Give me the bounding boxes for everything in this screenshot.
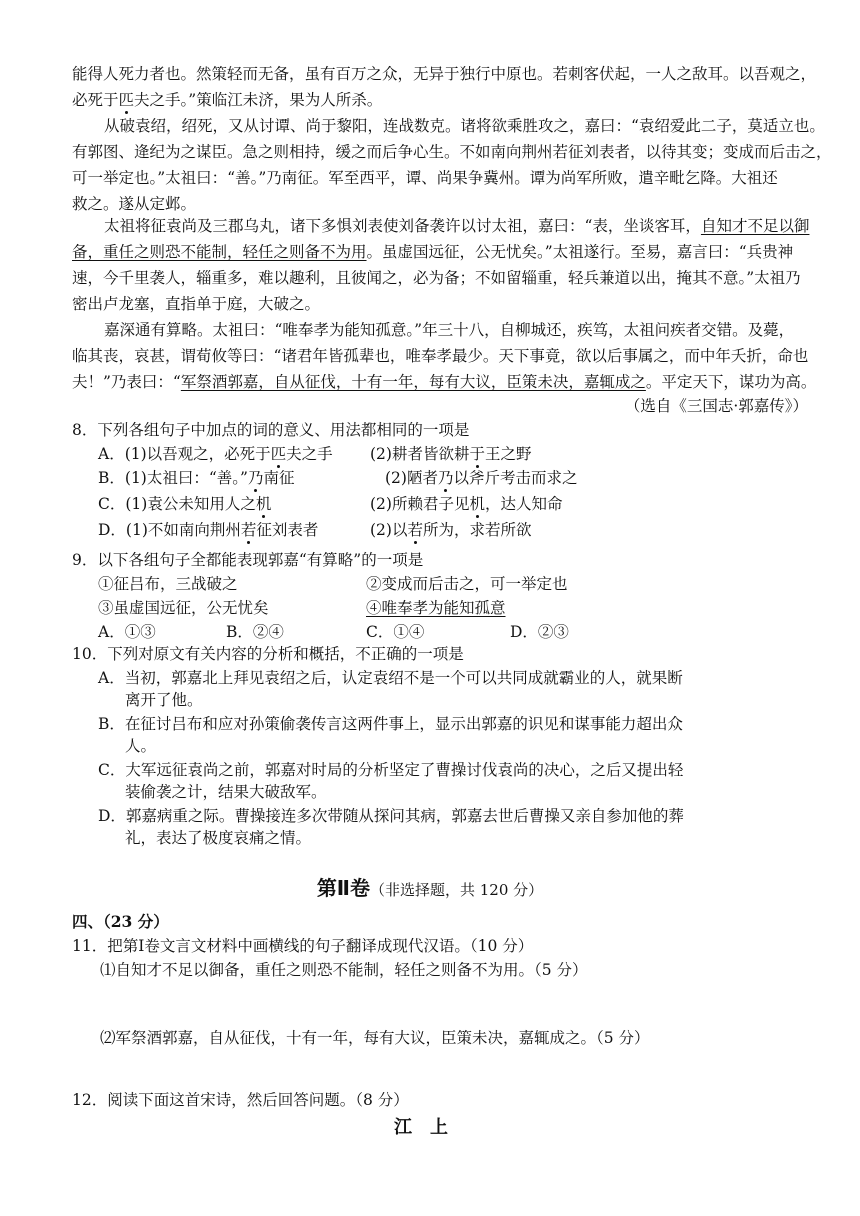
dotted-word: 若 xyxy=(407,521,423,539)
q11-sentence-2: ⑵军祭酒郭嘉，自从征伐，十有一年，每有大议，臣策未决，嘉辄成之。（5 分） xyxy=(100,1029,650,1047)
q9-item-2: ②变成而后击之，可一举定也 xyxy=(366,575,568,593)
text: (2)以 xyxy=(370,521,408,539)
passage-line xyxy=(72,90,382,110)
passage-line xyxy=(72,64,816,84)
text: C．(1)袁公未知用人之 xyxy=(98,495,256,513)
poem-title: 江上 xyxy=(394,1117,466,1138)
q9-option-c: C．①④ xyxy=(366,623,425,641)
passage-line xyxy=(72,194,196,214)
text: 夫！”乃表曰：“ xyxy=(72,373,181,391)
text: 夫之手 xyxy=(286,445,333,463)
underlined-sentence: 自知才不足以御 xyxy=(700,217,810,235)
section-4-heading: 四、（23 分） xyxy=(72,912,169,931)
part-2-heading xyxy=(0,876,860,902)
dotted-word: 匹 xyxy=(270,445,287,463)
passage-line xyxy=(72,346,808,366)
text: 有郭图、逄纪为之谋臣。急之则相持，缓之而后争心生。不如南向荆州若征刘表者，以待其变；变成而后击之， xyxy=(72,143,832,161)
q9-option-b: B．②④ xyxy=(226,623,284,641)
text: 速，今千里袭人，辎重多，难以趣利，且彼闻之，必为备；不如留辎重，轻兵兼道以出，掩其不意。”太祖乃 xyxy=(72,269,801,287)
underlined-sentence: 军祭酒郭嘉，自从征伐，十有一年，每有大议，臣策未决，嘉辄成之 xyxy=(180,373,646,391)
passage-line xyxy=(72,242,793,262)
question-11-stem: 11．把第Ⅰ卷文言文材料中画横线的句子翻译成现代汉语。（10 分） xyxy=(72,937,534,955)
q9-option-d: D．②③ xyxy=(510,623,569,641)
q9-item-3: ③虽虚国远征，公无忧矣 xyxy=(98,599,269,617)
text: 能得人死力者也。然策轻而无备，虽有百万之众，无异于独行中原也。若刺客伏起，一人之敌耳。以吾观之， xyxy=(72,65,817,83)
q8-option-a1 xyxy=(98,444,333,464)
dotted-word: 若 xyxy=(240,521,257,539)
passage-line xyxy=(104,320,794,340)
q8-option-b2 xyxy=(385,468,578,488)
question-12-stem: 12．阅读下面这首宋诗，然后回答问题。（8 分） xyxy=(72,1091,409,1109)
text: B．(1)太祖曰：“善。” xyxy=(98,469,248,487)
question-10-stem: 10．下列对原文有关内容的分析和概括，不正确的一项是 xyxy=(72,645,464,663)
dotted-word: 机 xyxy=(469,495,485,513)
q8-option-c2 xyxy=(370,494,563,514)
q10-option-c-cont: 装偷袭之计，结果大破敌军。 xyxy=(125,783,327,801)
text: 征刘表者 xyxy=(256,521,319,539)
dotted-word: 乃 xyxy=(247,469,264,487)
q8-option-a2 xyxy=(370,444,532,464)
text: 密出卢龙塞，直指单于庭，大破之。 xyxy=(72,295,321,313)
part-title: 第Ⅱ卷 xyxy=(316,876,370,900)
text: D．(1)不如南向荆州 xyxy=(98,521,241,539)
passage-line xyxy=(72,268,801,288)
q8-option-b1 xyxy=(98,468,294,488)
text: 从破袁绍，绍死，又从讨谭、尚于黎阳，连战数克。诸将欲乘胜攻之，嘉曰：“袁绍爱此二子，莫适立也。 xyxy=(104,117,825,135)
q10-option-a: A．当初，郭嘉北上拜见袁绍之后，认定袁绍不是一个可以共同成就霸业的人，就果断 xyxy=(98,669,683,687)
q10-option-c: C．大军远征袁尚之前，郭嘉对时局的分析坚定了曹操讨伐袁尚的决心，之后又提出轻 xyxy=(98,761,684,779)
text: 救之。遂从定邺。 xyxy=(72,195,197,213)
passage-line xyxy=(72,168,778,188)
q10-option-d-cont: 礼，表达了极度哀痛之情。 xyxy=(125,829,312,847)
source-citation: （选自《三国志·郭嘉传》） xyxy=(624,397,808,415)
passage-line xyxy=(104,116,825,136)
text: 夫之手。”策临江未济，果为人所杀。 xyxy=(134,91,383,109)
q10-option-d: D．郭嘉病重之际。曹操接连多次带随从探问其病，郭嘉去世后曹操又亲自参加他的葬 xyxy=(98,807,684,825)
text: 临其丧，哀甚，谓荀攸等曰：“诸君年皆孤辈也，唯奉孝最少。天下事竟，欲以后事属之，而中年夭折，命也 xyxy=(72,347,809,365)
q8-option-d2 xyxy=(370,520,532,540)
q10-option-a-cont: 离开了他。 xyxy=(125,691,203,709)
text: 可一举定也。”太祖曰：“善。”乃南征。军至西平，谭、尚果争冀州。谭为尚军所败，遣辛毗乞降。大祖还 xyxy=(72,169,778,187)
q8-option-d1 xyxy=(98,520,318,540)
dotted-word: 于 xyxy=(469,445,485,463)
question-8-stem: 8．下列各组句子中加点的词的意义、用法都相同的一项是 xyxy=(72,421,470,439)
dotted-word: 机 xyxy=(255,495,272,513)
q9-item-1: ①征吕布，三战破之 xyxy=(98,575,238,593)
text: A．(1)以吾观之，必死于 xyxy=(98,445,271,463)
text: (2)陋者 xyxy=(385,469,438,487)
text: 以斧斤考击而求之 xyxy=(453,469,578,487)
underlined-sentence: 备，重任之则恐不能制，轻任之则备不为用 xyxy=(72,243,367,261)
text: 。平定天下，谋功为高。 xyxy=(645,373,817,391)
text: 太祖将征袁尚及三郡乌丸，诸下多惧刘表使刘备袭许以讨太祖，嘉曰：“表，坐谈客耳， xyxy=(104,217,701,235)
q11-sentence-1: ⑴自知才不足以御备，重任之则恐不能制，轻任之则备不为用。（5 分） xyxy=(100,961,588,979)
part-subtitle: （非选择题，共 120 分） xyxy=(370,881,544,899)
q10-option-b-cont: 人。 xyxy=(125,737,157,755)
q9-item-4: ④唯奉孝为能知孤意 xyxy=(366,599,506,617)
dotted-word: 匹 xyxy=(118,91,135,109)
text: 必死于 xyxy=(72,91,119,109)
text: 所为，求若所欲 xyxy=(422,521,532,539)
q8-option-c1 xyxy=(98,494,271,514)
dotted-word: 乃 xyxy=(437,469,454,487)
text: 南征 xyxy=(263,469,295,487)
text: 。虽虚国远征，公无忧矣。”太祖遂行。至易，嘉言曰：“兵贵神 xyxy=(366,243,794,261)
passage-line xyxy=(72,294,320,314)
question-9-stem: 9．以下各组句子全都能表现郭嘉“有算略”的一项是 xyxy=(72,551,424,569)
text: (2)耕者皆欲耕 xyxy=(370,445,470,463)
q9-option-a: A．①③ xyxy=(98,623,156,641)
text: 王之野 xyxy=(484,445,532,463)
text: 嘉深通有算略。太祖曰：“唯奉孝为能知孤意。”年三十八，自柳城还，疾笃，太祖问疾者交错。及薨， xyxy=(104,321,795,339)
text: ，达人知命 xyxy=(484,495,563,513)
passage-line xyxy=(104,216,809,236)
passage-line xyxy=(72,142,832,162)
q10-option-b: B．在征讨吕布和应对孙策偷袭传言这两件事上，显示出郭嘉的识见和谋事能力超出众 xyxy=(98,715,683,733)
text: (2)所赖君子见 xyxy=(370,495,470,513)
passage-line xyxy=(72,372,816,392)
